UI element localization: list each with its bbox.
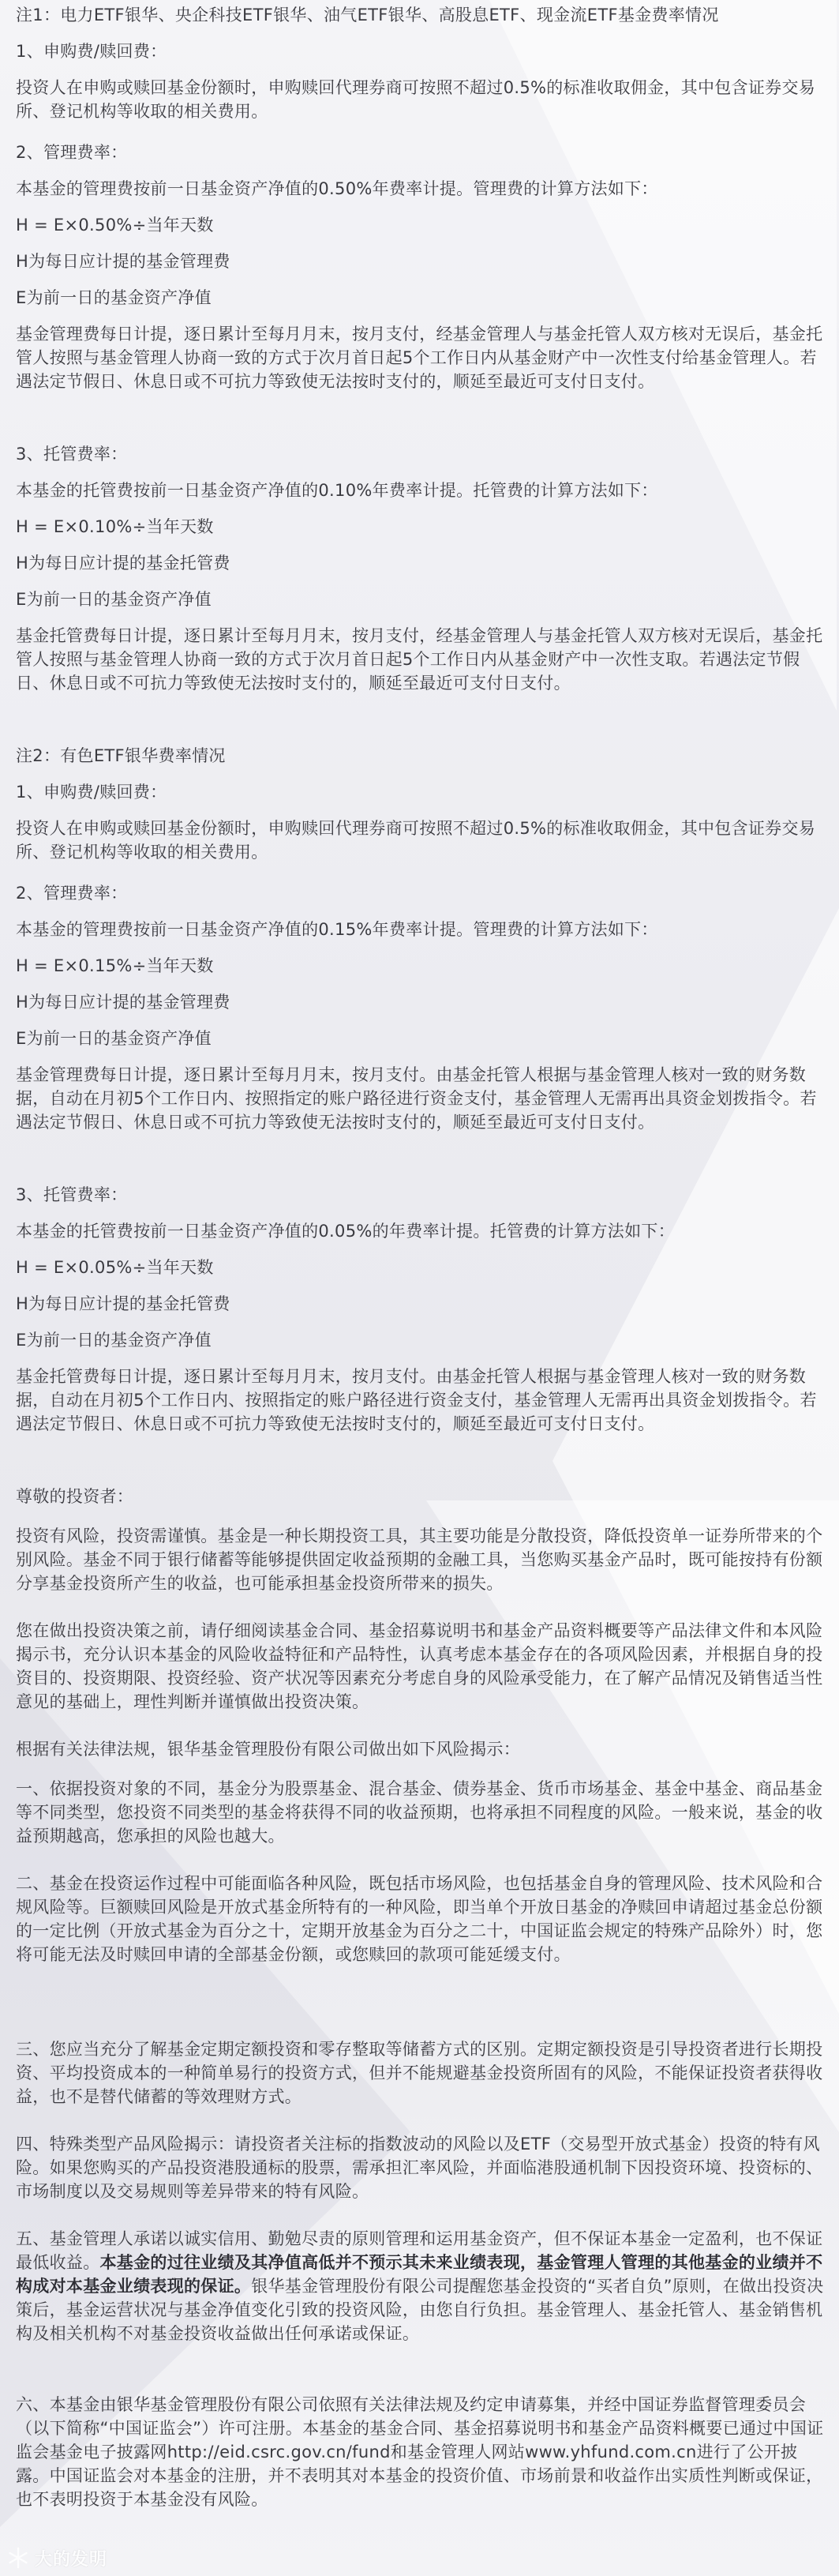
note1-custody-heading: 3、托管费率： xyxy=(16,445,128,464)
note2-management-heading: 2、管理费率： xyxy=(16,884,128,903)
risk-paragraph-4: 一、依据投资对象的不同，基金分为股票基金、混合基金、债券基金、货币市场基金、基金中基金、商品基金等不同类型，您投资不同类型的基金将获得不同的收益预期，也将承担不同程度的风险。一般来说，基金的收益预期越高，您承担的风险也越大。 xyxy=(16,1779,823,1846)
note2-custody-text: 本基金的托管费按前一日基金资产净值的0.05%的年费率计提。托管费的计算方法如下： xyxy=(16,1222,676,1241)
note1-custody-h-def: H为每日应计提的基金托管费 xyxy=(16,554,230,573)
risk-paragraph-8 xyxy=(16,2227,829,2345)
risk-paragraph-3: 根据有关法律法规，银华基金管理股份有限公司做出如下风险揭示： xyxy=(16,1740,520,1759)
note1-title: 注1：电力ETF银华、央企科技ETF银华、油气ETF银华、高股息ETF、现金流ETF基金费率情况 xyxy=(16,6,719,24)
risk-paragraph-8-intro: 五、基金管理人承诺以诚实信用、勤勉尽责的原则管理和运用基金资产，但不保证本基金一定盈利，也不保证最低收益。 xyxy=(16,2229,823,2272)
risk-paragraph-1: 投资有风险，投资需谨慎。基金是一种长期投资工具，其主要功能是分散投资，降低投资单一证券所带来的个别风险。基金不同于银行储蓄等能够提供固定收益预期的金融工具，当您购买基金产品时，既可能按持有份额分享基金投资所产生的收益，也可能承担基金投资所带来的损失。 xyxy=(16,1526,823,1593)
note1-custody-detail: 基金托管费每日计提，逐日累计至每月月末，按月支付，经基金管理人与基金托管人双方核对无误后，基金托管人按照与基金管理人协商一致的方式于次月首日起5个工作日内从基金财产中一次性支取。若遇法定节假日、休息日或不可抗力等致使无法按时支付的，顺延至最近可支付日支付。 xyxy=(16,626,823,693)
note1-management-e-def: E为前一日的基金资产净值 xyxy=(16,288,212,307)
note2-subscription-heading: 1、申购费/赎回费： xyxy=(16,783,167,802)
note2-custody-h-def: H为每日应计提的基金托管费 xyxy=(16,1294,230,1313)
note1-custody-formula: H = E×0.10%÷当年天数 xyxy=(16,517,214,536)
note2-custody-detail: 基金托管费每日计提，逐日累计至每月月末，按月支付。由基金托管人根据与基金管理人核对一致的财务数据，自动在月初5个工作日内、按照指定的账户路径进行资金支付，基金管理人无需再出具资金划拨指令。若遇法定节假日、休息日或不可抗力等致使无法按时支付的，顺延至最近可支付日支付。 xyxy=(16,1367,817,1433)
snowflake-logo-icon xyxy=(6,2546,30,2570)
note2-custody-e-def: E为前一日的基金资产净值 xyxy=(16,1331,212,1350)
note1-management-text: 本基金的管理费按前一日基金资产净值的0.50%年费率计提。管理费的计算方法如下： xyxy=(16,179,658,198)
note2-subscription-text: 投资人在申购或赎回基金份额时，申购赎回代理券商可按照不超过0.5%的标准收取佣金，其中包含证券交易所、登记机构等收取的相关费用。 xyxy=(16,819,816,862)
risk-greeting: 尊敬的投资者： xyxy=(16,1487,134,1506)
note2-management-e-def: E为前一日的基金资产净值 xyxy=(16,1029,212,1048)
note1-management-detail: 基金管理费每日计提，逐日累计至每月月末，按月支付，经基金管理人与基金托管人双方核对无误后，基金托管人按照与基金管理人协商一致的方式于次月首日起5个工作日内从基金财产中一次性支付给基金管理人。若遇法定节假日、休息日或不可抗力等致使无法按时支付的，顺延至最近可支付日支付。 xyxy=(16,325,823,391)
risk-paragraph-6: 三、您应当充分了解基金定期定额投资和零存整取等储蓄方式的区别。定期定额投资是引导投资者进行长期投资、平均投资成本的一种简单易行的投资方式，但并不能规避基金投资所固有的风险，不能保证投资者获得收益，也不是替代储蓄的等效理财方式。 xyxy=(16,2040,823,2106)
note2-management-formula: H = E×0.15%÷当年天数 xyxy=(16,956,214,975)
note1-subscription-text: 投资人在申购或赎回基金份额时，申购赎回代理券商可按照不超过0.5%的标准收取佣金，其中包含证券交易所、登记机构等收取的相关费用。 xyxy=(16,78,816,121)
note2-management-h-def: H为每日应计提的基金管理费 xyxy=(16,993,230,1012)
risk-paragraph-5: 二、基金在投资运作过程中可能面临各种风险，既包括市场风险，也包括基金自身的管理风险、技术风险和合规风险等。巨额赎回风险是开放式基金所特有的一种风险，即当单个开放日基金的净赎回申请超过基金总份额的一定比例（开放式基金为百分之十，定期开放基金为百分之二十，中国证监会规定的特殊产品除外）时，您将可能无法及时赎回申请的全部基金份额，或您赎回的款项可能延缓支付。 xyxy=(16,1874,823,1964)
risk-paragraph-8-emphasis: 本基金的过往业绩及其净值高低并不预示其未来业绩表现，基金管理人管理的其他基金的业绩并不构成对本基金业绩表现的保证。 xyxy=(16,2253,823,2296)
watermark xyxy=(6,2544,107,2571)
risk-paragraph-7: 四、特殊类型产品风险揭示：请投资者关注标的指数波动的风险以及ETF（交易型开放式基金）投资的特有风险。如果您购买的产品投资港股通标的股票，需承担汇率风险，并面临港股通机制下因投资环境、投资标的、市场制度以及交易规则等差异带来的特有风险。 xyxy=(16,2135,823,2201)
note2-title: 注2：有色ETF银华费率情况 xyxy=(16,746,226,765)
note1-management-formula: H = E×0.50%÷当年天数 xyxy=(16,216,214,235)
note2-custody-formula: H = E×0.05%÷当年天数 xyxy=(16,1258,214,1277)
risk-paragraph-9: 六、本基金由银华基金管理股份有限公司依照有关法律法规及约定申请募集，并经中国证券监督管理委员会（以下简称“中国证监会”）许可注册。本基金的基金合同、基金招募说明书和基金产品资料概要已通过中国证监会基金电子披露网http://eid.csrc.gov.cn/fund和基金管理人网站www.yhfund.com.cn进行了公开披露。中国证监会对本基金的注册，并不表明其对本基金的投资价值、市场前景和收益作出实质性判断或保证，也不表明投资于本基金没有风险。 xyxy=(16,2395,824,2509)
note1-management-h-def: H为每日应计提的基金管理费 xyxy=(16,252,230,271)
risk-paragraph-2: 您在做出投资决策之前，请仔细阅读基金合同、基金招募说明书和基金产品资料概要等产品法律文件和本风险揭示书，充分认识本基金的风险收益特征和产品特性，认真考虑本基金存在的各项风险因素，并根据自身的投资目的、投资期限、投资经验、资产状况等因素充分考虑自身的风险承受能力，在了解产品情况及销售适当性意见的基础上，理性判断并谨慎做出投资决策。 xyxy=(16,1621,823,1711)
note1-subscription-heading: 1、申购费/赎回费： xyxy=(16,42,167,61)
note2-management-detail: 基金管理费每日计提，逐日累计至每月月末，按月支付。由基金托管人根据与基金管理人核对一致的财务数据，自动在月初5个工作日内、按照指定的账户路径进行资金支付，基金管理人无需再出具资金划拨指令。若遇法定节假日、休息日或不可抗力等致使无法按时支付的，顺延至最近可支付日支付。 xyxy=(16,1065,817,1132)
note2-management-text: 本基金的管理费按前一日基金资产净值的0.15%年费率计提。管理费的计算方法如下： xyxy=(16,920,658,939)
note1-custody-e-def: E为前一日的基金资产净值 xyxy=(16,590,212,609)
note2-custody-heading: 3、托管费率： xyxy=(16,1185,128,1204)
risk-paragraph-8-rest: 银华基金管理股份有限公司提醒您基金投资的“买者自负”原则，在做出投资决策后，基金运营状况与基金净值变化引致的投资风险，由您自行负担。基金管理人、基金托管人、基金销售机构及相关机构不对基金投资收益做出任何承诺或保证。 xyxy=(16,2277,824,2343)
note1-custody-text: 本基金的托管费按前一日基金资产净值的0.10%年费率计提。托管费的计算方法如下： xyxy=(16,481,658,500)
note1-management-heading: 2、管理费率： xyxy=(16,143,128,162)
watermark-text: 大的发明 xyxy=(35,2549,108,2570)
